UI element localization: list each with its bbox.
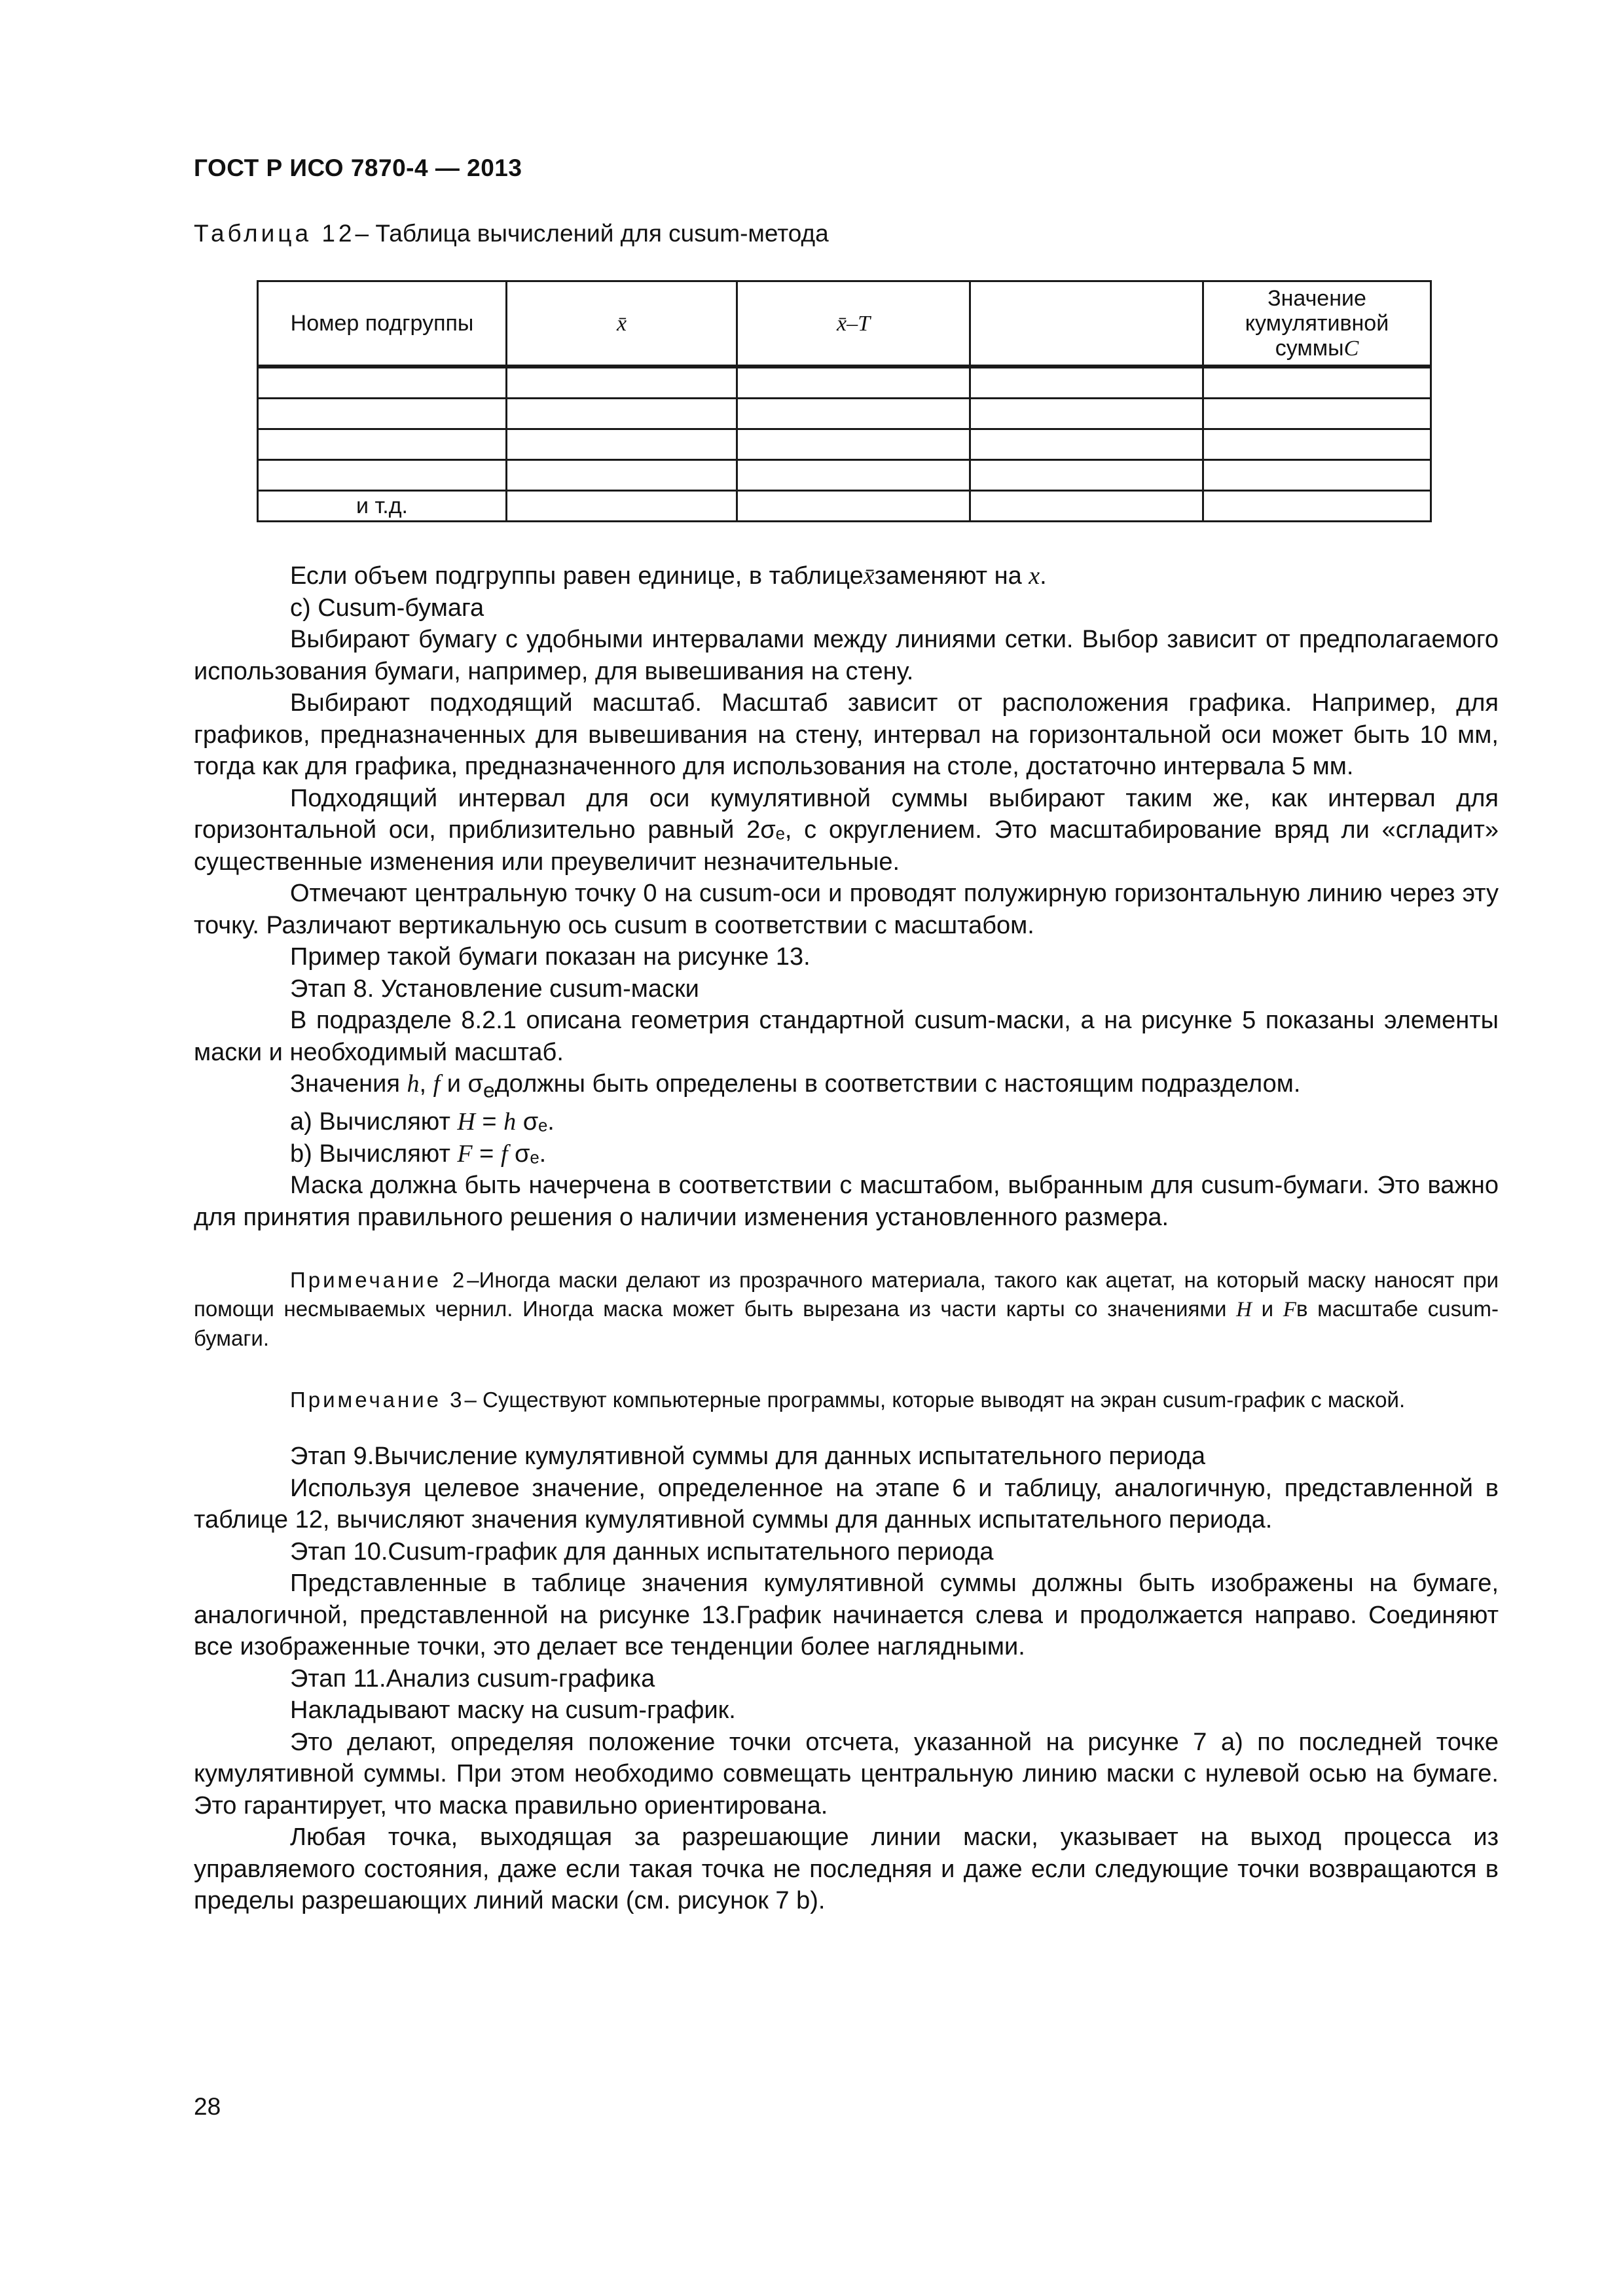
document-body bbox=[194, 560, 1499, 1917]
paragraph: Это делают, определяя положение точки отсчета, указанной на рисунке 7 а) по последней точке кумулятивной суммы. При этом необходимо совмещать центральную линию маски с нулевой осью на бумаге. Это гарантирует, что маска правильно ориентирована. bbox=[194, 1728, 1499, 1820]
paragraph: b) Вычисляют F = f σₑ. bbox=[290, 1139, 547, 1168]
paragraph: Значения h, f и $\sigma_eдолжны$ быть определены в соответствии с настоящим подразделом. bbox=[290, 1070, 1301, 1102]
paragraph: Выбирают подходящий масштаб. Масштаб зависит от расположения графика. Например, для графиков, предназначенных для вывешивания на стену, интервал на горизонтальной оси может быть 10 мм, тогда как для графика, предназначенного для использования на столе, достаточно интервала 5 мм. bbox=[194, 689, 1499, 780]
paragraph: Отмечают центральную точку 0 на cusum-оси и проводят полужирную горизонтальную линию через эту точку. Различают вертикальную ось cusum в соответствии с масштабом. bbox=[194, 880, 1499, 939]
col-empty bbox=[970, 281, 1203, 367]
paragraph: Любая точка, выходящая за разрешающие линии маски, указывает на выход процесса из управляемого состояния, даже если такая точка не последняя и даже если следующие точки возвращаются в пределы разрешающих линий маски (см. рисунок 7 b). bbox=[194, 1823, 1499, 1915]
paragraph: Накладывают маску на cusum-график. bbox=[290, 1696, 736, 1725]
paragraph: В подразделе 8.2.1 описана геометрия стандартной cusum-маски, а на рисунке 5 показаны элементы маски и необходимый масштаб. bbox=[194, 1007, 1499, 1066]
paragraph: c) Cusum-бумага bbox=[290, 594, 484, 622]
cusum-calculation-table bbox=[257, 280, 1432, 522]
paragraph: Подходящий интервал для оси кумулятивной суммы выбирают таким же, как интервал для горизонтальной оси, приблизительно равный 2σₑ, с округлением. Это масштабирование вряд ли «сгладит» существенные изменения или преувеличит незначительные. bbox=[194, 784, 1499, 876]
table-row bbox=[258, 460, 1431, 491]
page-number: 28 bbox=[194, 2093, 221, 2120]
document-header: ГОСТ Р ИСО 7870-4 — 2013 bbox=[194, 154, 522, 181]
paragraph: Если объем подгруппы равен единице, в таблицеx̄заменяют на x. bbox=[290, 562, 1047, 590]
etc-cell: и т.д. bbox=[258, 491, 507, 522]
note-2: Примечание 2–Иногда маски делают из прозрачного материала, такого как ацетат, на который маску наносят при помощи несмываемых чернил. Иногда маска может быть вырезана из части карты со значениями H и Fв масштабе cusum-бумаги. bbox=[194, 1268, 1499, 1351]
paragraph: Этап 10.Cusum-график для данных испытательного периода bbox=[290, 1537, 994, 1566]
paragraph: Этап 8. Установление cusum-маски bbox=[290, 975, 699, 1003]
col-subgroup-number: Номер подгруппы bbox=[258, 281, 507, 367]
table-row bbox=[258, 399, 1431, 429]
paragraph: Маска должна быть начерчена в соответствии с масштабом, выбранным для cusum-бумаги. Это важно для принятия правильного решения о наличии изменения установленного размера. bbox=[194, 1172, 1499, 1231]
note-3: Примечание 3– Существуют компьютерные программы, которые выводят на экран cusum-график с маской. bbox=[290, 1388, 1406, 1412]
table-caption-text: – Таблица вычислений для cusum-метода bbox=[355, 220, 829, 247]
table-caption bbox=[194, 220, 829, 247]
table-row bbox=[258, 429, 1431, 460]
paragraph: a) Вычисляют H = h σₑ. bbox=[290, 1108, 555, 1136]
paragraph: Этап 11.Анализ cusum-графика bbox=[290, 1664, 655, 1693]
table-row bbox=[258, 491, 1431, 522]
table-caption-label: Таблица 12 bbox=[194, 220, 356, 247]
col-mean: x̄ bbox=[507, 281, 737, 367]
col-mean-minus-target: x̄–T bbox=[737, 281, 970, 367]
table-row bbox=[258, 367, 1431, 399]
paragraph: Этап 9.Вычисление кумулятивной суммы для данных испытательного периода bbox=[290, 1443, 1206, 1471]
paragraph: Выбирают бумагу с удобными интервалами между линиями сетки. Выбор зависит от предполагаемого использования бумаги, например, для вывешивания на стену. bbox=[194, 626, 1499, 685]
col-cusum-value: Значение кумулятивной суммыC bbox=[1203, 281, 1431, 367]
paragraph: Представленные в таблице значения кумулятивной суммы должны быть изображены на бумаге, аналогичной, представленной на рисунке 13.График начинается слева и продолжается направо. Соединяют все изображенные точки, это делает все тенденции более наглядными. bbox=[194, 1570, 1499, 1661]
table-header-row bbox=[258, 281, 1431, 367]
paragraph: Пример такой бумаги показан на рисунке 13. bbox=[290, 943, 811, 971]
paragraph: Используя целевое значение, определенное на этапе 6 и таблицу, аналогичную, представленной в таблице 12, вычисляют значения кумулятивной суммы для данных испытательного периода. bbox=[194, 1474, 1499, 1534]
